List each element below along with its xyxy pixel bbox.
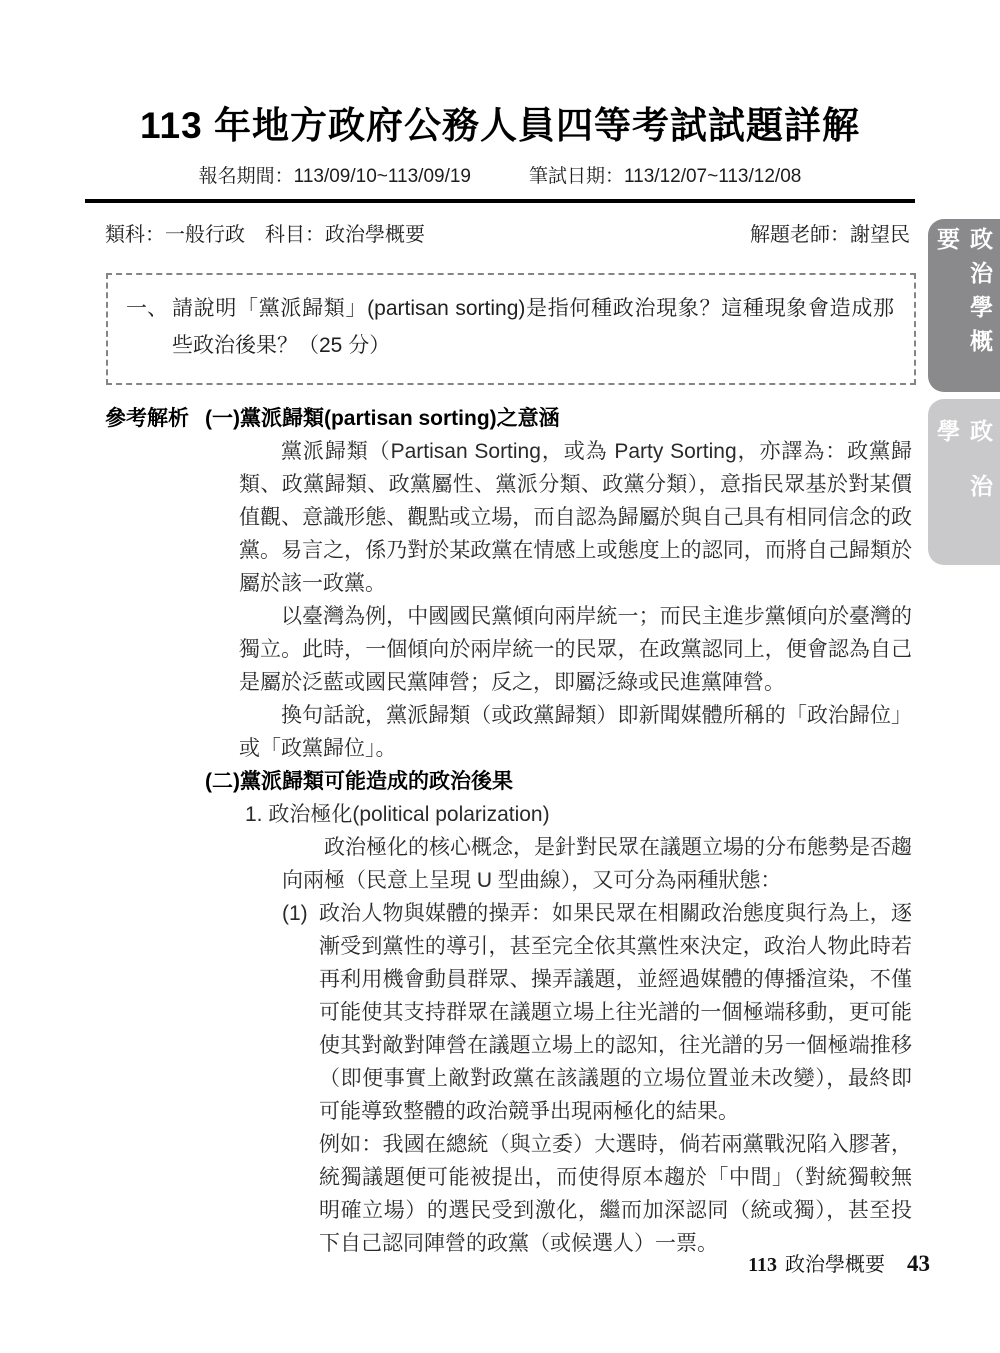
section-1-heading: (一)黨派歸類(partisan sorting)之意涵 <box>205 407 560 430</box>
registration-period: 報名期間：113/09/10~113/09/19 <box>198 166 471 187</box>
paragraph: 換句話說，黨派歸類（或政黨歸類）即新聞媒體所稱的「政治歸位」或「政黨歸位」。 <box>239 704 912 760</box>
side-tab-politics <box>928 399 1000 565</box>
written-exam-date: 筆試日期：113/12/07~113/12/08 <box>529 166 802 187</box>
solver-name: 解題老師：謝望民 <box>750 224 910 246</box>
question-box <box>106 273 916 385</box>
analysis-content <box>205 402 912 1260</box>
paragraph: 黨派歸類（Partisan Sorting，或為 Party Sorting，亦譯為：政黨歸類、政黨歸類、政黨屬性、黨派分類、政黨分類），意指民眾基於對某價值觀、意識形態、觀點或立場，而自認為歸屬於與自己具有相同信念的政黨。易言之，係乃對於某政黨在情感上或態度上的認同，而將自己歸類於屬於該一政黨。 <box>239 440 912 595</box>
subject-info-row <box>105 218 910 247</box>
document-header <box>0 0 1000 247</box>
header-divider <box>85 199 915 203</box>
example-paragraph: 例如：我國在總統（與立委）大選時，倘若兩黨戰況陷入膠著，統獨議題便可能被提出，而使得原本趨於「中間」（對統獨較無明確立場）的選民受到激化，繼而加深認同（統或獨），甚至投下自己認同陣營的政黨（或候選人）一票。 <box>319 1133 912 1255</box>
sub-item <box>282 897 912 1128</box>
question-text: 請說明「黨派歸類」(partisan sorting)是指何種政治現象？這種現象會造成那些政治後果？（25 分） <box>172 297 894 357</box>
page-footer <box>748 1248 930 1277</box>
exam-dates-row <box>0 161 1000 188</box>
category-subject: 類科：一般行政 科目：政治學概要 <box>105 224 425 246</box>
analysis-label: 參考解析 <box>105 407 189 430</box>
page-number: 43 <box>907 1251 930 1276</box>
side-tab-label: 政治學概要 <box>934 227 993 363</box>
section-2-heading: (二)黨派歸類可能造成的政治後果 <box>205 770 513 793</box>
paragraph: 政治極化的核心概念，是針對民眾在議題立場的分布態勢是否趨向兩極（民意上呈現 U 型曲線），又可分為兩種狀態： <box>282 836 912 892</box>
side-tab-label: 政治學 <box>934 419 993 529</box>
sub-item-text: 政治人物與媒體的操弄：如果民眾在相關政治態度與行為上，逐漸受到黨性的導引，甚至完全依其黨性來決定，政治人物此時若再利用機會動員群眾、操弄議題，並經過媒體的傳播渲染，不僅可能使其支持群眾在議題立場上往光譜的一個極端移動，更可能使其對敵對陣營在議題立場上的認知，往光譜的另一個極端推移（即便事實上敵對政黨在該議題的立場位置並未改變），最終即可能導致整體的政治競爭出現兩極化的結果。 <box>319 902 912 1123</box>
sub-item-marker: (1) <box>282 902 308 925</box>
numbered-item-title: 1. 政治極化(political polarization) <box>245 803 550 826</box>
analysis-section <box>105 402 912 1260</box>
side-tab-politics-summary <box>928 219 1000 392</box>
page-title: 113 年地方政府公務人員四等考試試題詳解 <box>140 105 860 146</box>
paragraph: 以臺灣為例，中國國民黨傾向兩岸統一；而民主進步黨傾向於臺灣的獨立。此時，一個傾向於兩岸統一的民眾，在政黨認同上，便會認為自己是屬於泛藍或國民黨陣營；反之，即屬泛綠或民進黨陣營。 <box>239 605 912 694</box>
footer-year: 113 <box>748 1254 777 1276</box>
footer-subject: 政治學概要 <box>785 1254 885 1276</box>
question-number: 一、 <box>126 297 168 320</box>
